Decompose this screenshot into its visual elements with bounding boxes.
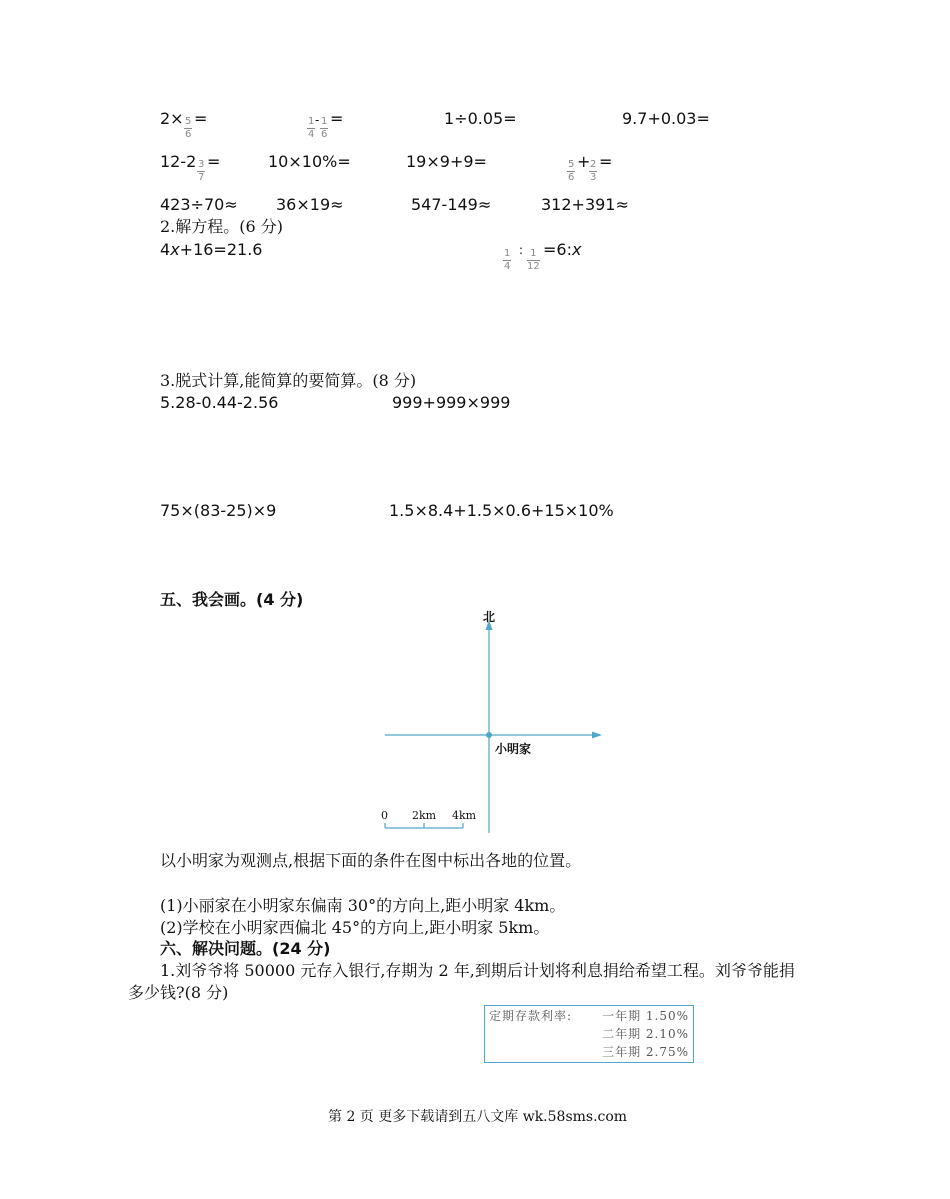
oral-r2-a-prefix: 12-2	[160, 152, 197, 171]
home-label: 小明家	[495, 742, 532, 756]
page-footer: 第 2 页 更多下载请到五八文库 wk.58sms.com	[328, 1109, 628, 1125]
oral-r3-b: 36×19≈	[276, 195, 344, 214]
oral-r1-b-equals: =	[330, 109, 344, 128]
fraction: 1 6	[321, 116, 328, 140]
fraction: 3 7	[198, 159, 205, 183]
section-5-instruction: 以小明家为观测点,根据下面的条件在图中标出各地的位置。	[160, 851, 582, 870]
expression-2: 999+999×999	[392, 393, 511, 412]
oral-r3-d: 312+391≈	[541, 195, 629, 214]
interest-rate-box	[484, 1005, 694, 1063]
section-6-title: 六、解决问题。(24 分)	[160, 939, 331, 958]
expression-4: 1.5×8.4+1.5×0.6+15×10%	[389, 501, 614, 520]
rate-2-year: 二年期 2.10%	[602, 1027, 689, 1041]
oral-r2-d-equals: =	[599, 152, 613, 171]
q2-title: 2.解方程。(6 分)	[160, 217, 284, 236]
oral-r2-b: 10×10%=	[268, 152, 351, 171]
fraction: 1 12	[527, 248, 540, 272]
problem-1-line-1: 1.刘爷爷将 50000 元存入银行,存期为 2 年,到期后计划将利息捐给希望工程。刘爷爷能捐	[160, 961, 795, 980]
rate-1-year: 一年期 1.50%	[602, 1009, 689, 1023]
fraction: 1 4	[308, 116, 315, 140]
condition-2: (2)学校在小明家西偏北 45°的方向上,距小明家 5km。	[160, 918, 550, 937]
north-label: 北	[483, 610, 496, 624]
fraction: 2 3	[590, 159, 597, 183]
fraction: 1 4	[504, 248, 511, 272]
scale-label-0: 0	[381, 809, 388, 822]
oral-r1-a-equals: =	[194, 109, 208, 128]
equation-1: 4x+16=21.6	[160, 240, 263, 259]
minus-sign: -	[315, 113, 320, 127]
section-5-title: 五、我会画。(4 分)	[160, 590, 304, 609]
plus-sign: +	[577, 152, 591, 171]
oral-r3-c: 547-149≈	[411, 195, 492, 214]
oral-r1-d: 9.7+0.03=	[622, 109, 710, 128]
fraction: 5 6	[568, 159, 575, 183]
home-point	[486, 732, 492, 738]
rate-label: 定期存款利率:	[489, 1009, 573, 1023]
rate-3-year: 三年期 2.75%	[602, 1045, 689, 1059]
equation-2-right: =6:x	[543, 240, 582, 259]
oral-r1-c: 1÷0.05=	[444, 109, 517, 128]
expression-1: 5.28-0.44-2.56	[160, 393, 279, 412]
oral-r2-a-equals: =	[207, 152, 221, 171]
problem-1-line-2: 多少钱?(8 分)	[128, 983, 229, 1002]
fraction: 5 6	[185, 116, 192, 140]
q3-title: 3.脱式计算,能简算的要简算。(8 分)	[160, 371, 417, 390]
east-arrow	[592, 732, 602, 739]
oral-r2-c: 19×9+9=	[406, 152, 487, 171]
direction-diagram	[375, 605, 615, 840]
oral-r1-a-prefix: 2×	[160, 109, 184, 128]
expression-3: 75×(83-25)×9	[160, 501, 277, 520]
condition-1: (1)小丽家在小明家东偏南 30°的方向上,距小明家 4km。	[160, 896, 566, 915]
scale-label-4km: 4km	[452, 809, 477, 822]
oral-r3-a: 423÷70≈	[160, 195, 238, 214]
scale-label-2km: 2km	[412, 809, 437, 822]
ratio-colon: :	[519, 243, 524, 257]
